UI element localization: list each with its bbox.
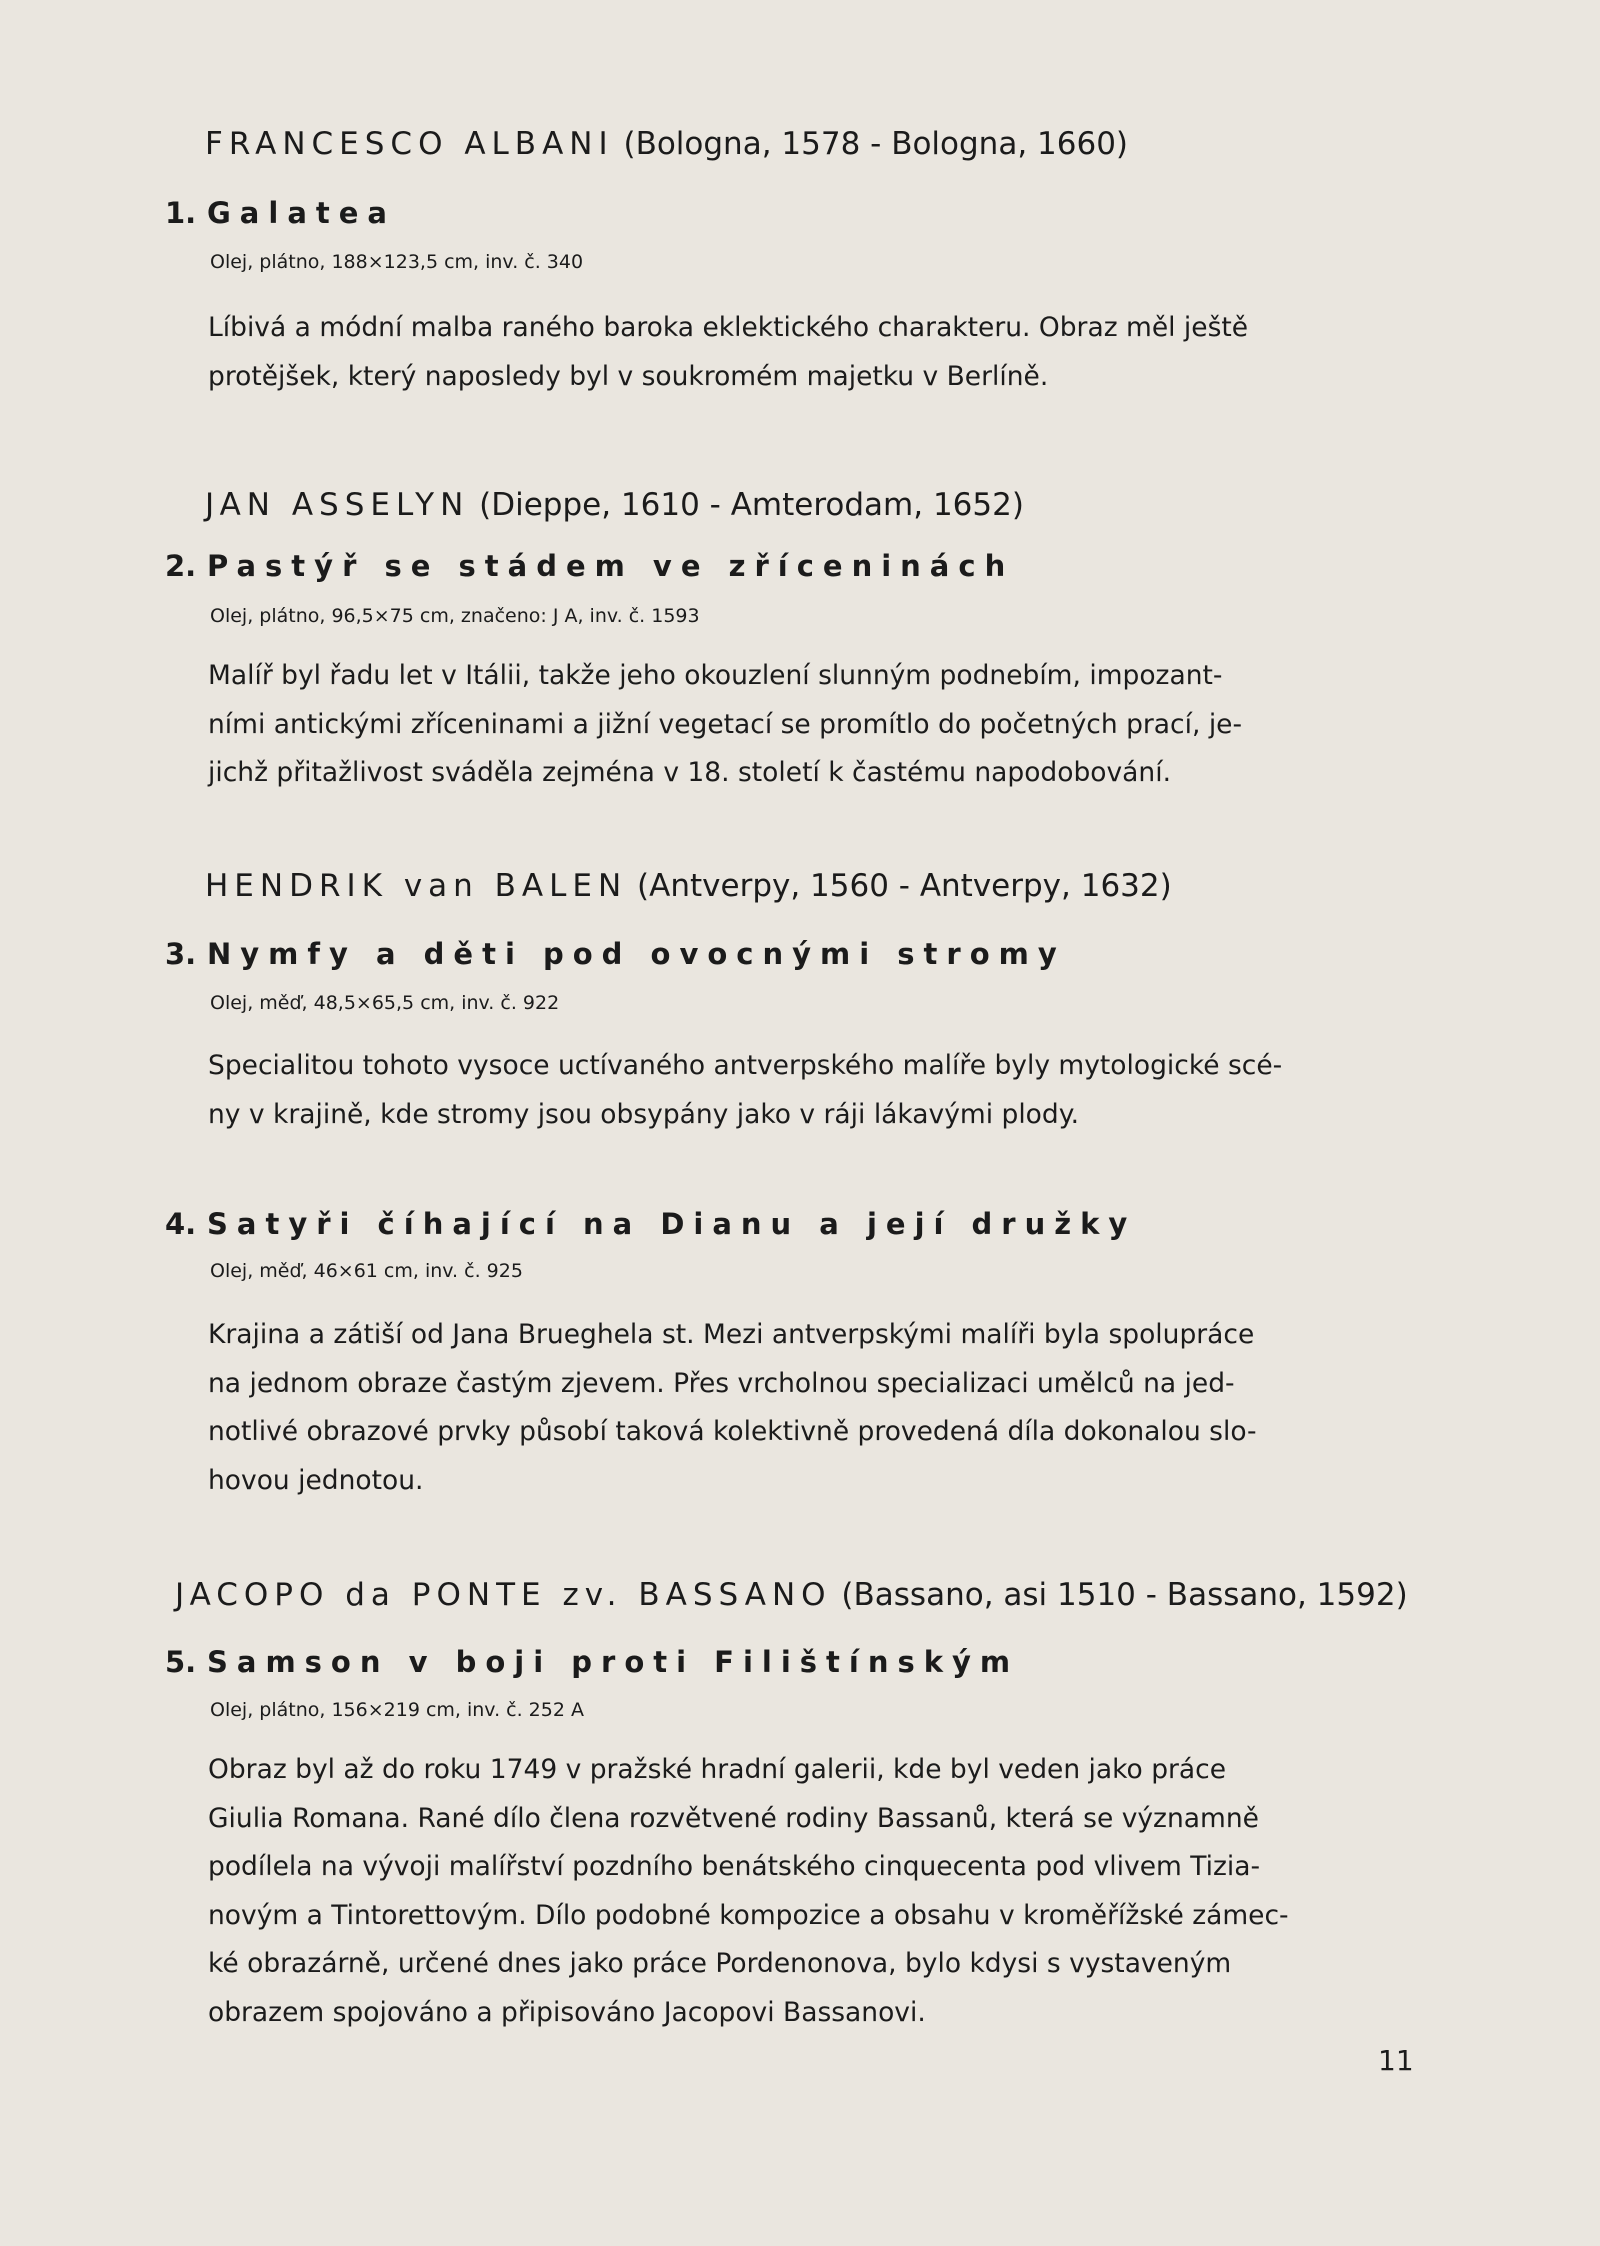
artist-name: FRANCESCO ALBANI [205,126,614,162]
work-number: 5. [165,1645,197,1679]
work-title [165,935,1066,973]
artist-heading [205,866,1172,906]
artist-dates: (Dieppe, 1610 - Amterodam, 1652) [479,487,1024,523]
work-description: Malíř byl řadu let v Itálii, takže jeho okouzlení slunným podnebím, impozant- ními antickými zříceninami a jižní vegetací se promítlo do početných prací, je- jichž přitažlivost sváděla zejména v 18. století k častému napodobování. [208,660,1243,788]
work-technique: Olej, měď, 46×61 cm, inv. č. 925 [210,1260,523,1282]
artist-name: HENDRIK van BALEN [205,868,628,904]
work-technique: Olej, plátno, 156×219 cm, inv. č. 252 A [210,1699,584,1721]
work-technique: Olej, měď, 48,5×65,5 cm, inv. č. 922 [210,992,560,1014]
page-number: 11 [1378,2044,1414,2077]
artist-name: JAN ASSELYN [205,487,470,523]
artist-dates: (Bassano, asi 1510 - Bassano, 1592) [841,1577,1408,1613]
work-number: 3. [165,937,197,971]
artist-heading [205,485,1024,525]
work-title-text: Pastýř se stádem ve zříceninách [207,549,1015,583]
work-number: 2. [165,549,197,583]
work-title-text: Samson v boji proti Filištínským [207,1645,1020,1679]
work-description: Krajina a zátiší od Jana Brueghela st. Mezi antverpskými malíři byla spolupráce na jednom obraze častým zjevem. Přes vrcholnou specializaci umělců na jed- notlivé obrazové prvky působí taková kolektivně provedená díla dokonalou slo- hovou jednotou. [208,1319,1257,1496]
work-title-text: Galatea [207,196,396,230]
work-title [165,1205,1136,1243]
work-title [165,547,1014,585]
work-number: 1. [165,196,197,230]
work-number: 4. [165,1207,197,1241]
work-description: Líbivá a módní malba raného baroka eklektického charakteru. Obraz měl ještě protějšek, který naposledy byl v soukromém majetku v Berlíně. [208,312,1249,392]
work-title-text: Satyři číhající na Dianu a její družky [207,1207,1137,1241]
work-description: Obraz byl až do roku 1749 v pražské hradní galerii, kde byl veden jako práce Giulia Romana. Rané dílo člena rozvětvené rodiny Bassanů, která se významně podílela na vývoji malířství pozdního benátského cinquecenta pod vlivem Tizia- novým a Tintorettovým. Dílo podobné kompozice a obsahu v kroměřížské zámec- ké obrazárně, určené dnes jako práce Pordenonova, bylo kdysi s vystaveným obrazem spojováno a připisováno Jacopovi Bassanovi. [208,1754,1289,2028]
work-title [165,194,396,232]
artist-dates: (Antverpy, 1560 - Antverpy, 1632) [637,868,1172,904]
work-title-text: Nymfy a děti pod ovocnými stromy [207,937,1066,971]
work-technique: Olej, plátno, 188×123,5 cm, inv. č. 340 [210,251,584,273]
artist-name: JACOPO da PONTE zv. BASSANO [175,1577,832,1613]
artist-heading [205,124,1128,164]
artist-heading [175,1575,1408,1615]
work-description: Specialitou tohoto vysoce uctívaného antverpského malíře byly mytologické scé- ny v krajině, kde stromy jsou obsypány jako v ráji lákavými plody. [208,1050,1283,1130]
work-title [165,1643,1019,1681]
work-technique: Olej, plátno, 96,5×75 cm, značeno: J A, inv. č. 1593 [210,605,700,627]
artist-dates: (Bologna, 1578 - Bologna, 1660) [623,126,1129,162]
